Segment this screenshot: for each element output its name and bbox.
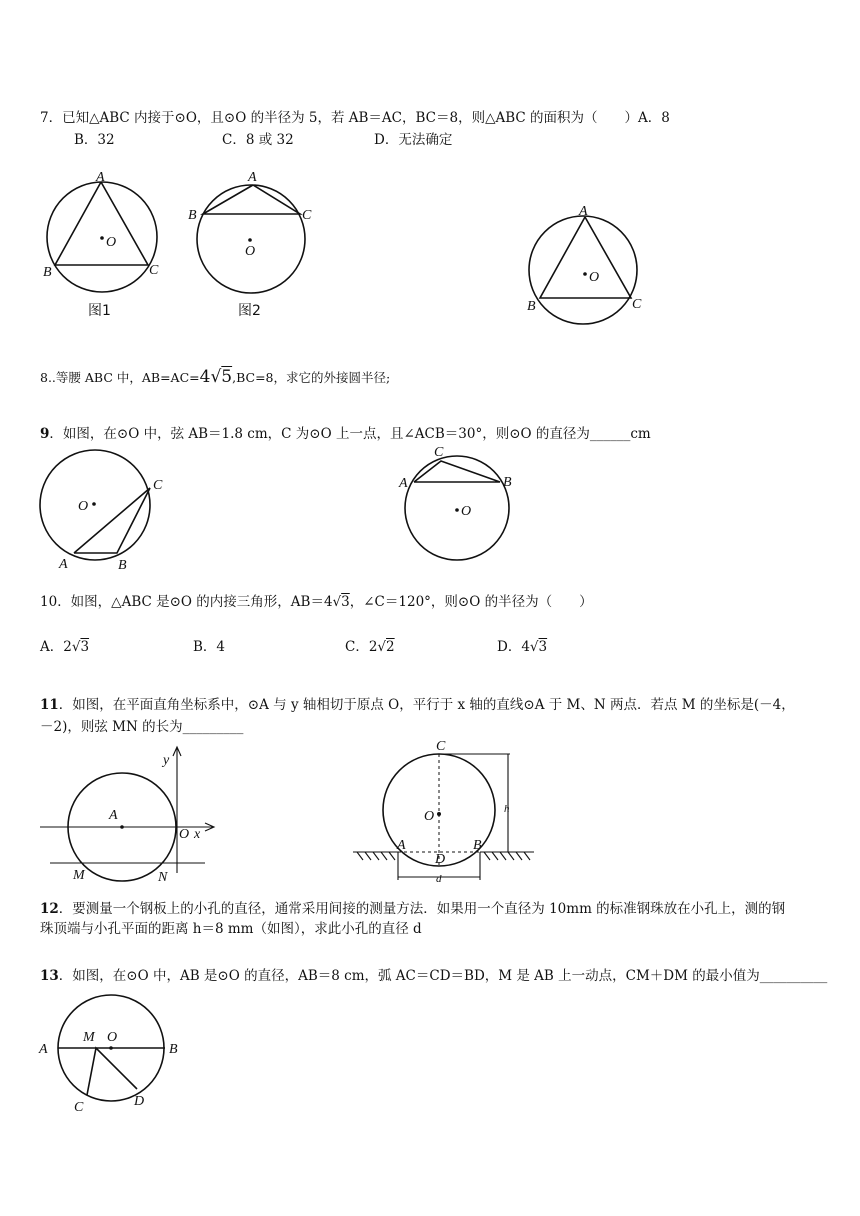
label-C: C (302, 208, 312, 223)
label-B: B (43, 265, 52, 280)
label-C: C (436, 739, 446, 754)
label-B: B (503, 475, 512, 490)
label-O: O (78, 499, 89, 514)
label-B: B (188, 208, 197, 223)
q7-figure-3 (527, 204, 642, 324)
label-A: A (39, 1042, 48, 1057)
label-O: O (245, 244, 256, 259)
q8-text: 8..等腰 ABC 中，AB=AC=4√5,BC=8，求它的外接圆半径; (40, 367, 391, 387)
q13-figure (38, 995, 178, 1115)
label-d: d (436, 873, 442, 885)
q7-option-d: D．无法确定 (374, 132, 453, 148)
label-C: C (74, 1100, 84, 1115)
label-O: O (106, 235, 117, 250)
q11-figure-coordinate (40, 747, 214, 885)
q7-stem: 7．已知△ABC 内接于⊙O，且⊙O 的半径为 5，若 AB＝AC，BC＝8，则△ABC 的面积为（ ）A．8 (40, 110, 670, 126)
q10-stem: 10．如图，△ABC 是⊙O 的内接三角形，AB＝4√3，∠C＝120°，则⊙O 的半径为（ ） (40, 594, 593, 610)
q10-option-b: B．4 (193, 639, 226, 655)
label-O: O (179, 827, 190, 842)
q7-option-c: C．8 或 32 (222, 132, 294, 148)
q7-figure-2 (188, 170, 312, 319)
label-C: C (632, 297, 642, 312)
label-A: A (109, 808, 118, 823)
label-B: B (527, 299, 536, 314)
label-B: B (473, 838, 482, 853)
label-C: C (149, 263, 159, 278)
q10-option-c: C．2√2 (345, 639, 395, 655)
label-M: M (73, 868, 85, 883)
q9-figure-2 (398, 445, 512, 560)
q13-stem: 13．如图，在⊙O 中，AB 是⊙O 的直径，AB＝8 cm，弧 AC＝CD＝BD，M 是 AB 上一动点，CM＋DM 的最小值为__________ (40, 968, 828, 984)
q10-option-d: D．4√3 (497, 639, 548, 655)
label-A: A (96, 170, 105, 185)
fig1-caption: 图1 (88, 303, 111, 319)
label-M: M (83, 1030, 95, 1045)
label-y: y (163, 753, 170, 768)
label-O: O (107, 1030, 118, 1045)
label-O: O (589, 270, 600, 285)
q7-figure-1 (43, 170, 159, 319)
fig2-caption: 图2 (238, 303, 261, 319)
q11-line1: 11．如图，在平面直角坐标系中，⊙A 与 y 轴相切于原点 O，平行于 x 轴的直线⊙A 于 M、N 两点．若点 M 的坐标是(－4， (40, 697, 795, 713)
label-h: h (504, 803, 510, 815)
label-C: C (434, 445, 444, 460)
label-A: A (397, 838, 406, 853)
q11-figure-ball (353, 739, 534, 885)
q7-option-b: B．32 (74, 132, 115, 148)
q12-line1: 12．要测量一个钢板上的小孔的直径，通常采用间接的测量方法．如果用一个直径为 10mm 的标准钢珠放在小孔上，测的钢 (40, 901, 786, 917)
q9-stem: 9．如图，在⊙O 中，弦 AB＝1.8 cm，C 为⊙O 上一点，且∠ACB＝30°，则⊙O 的直径为______cm (40, 426, 651, 442)
label-A: A (399, 476, 408, 491)
label-D: D (134, 1094, 145, 1109)
label-O: O (424, 809, 435, 824)
q10-option-a: A．2√3 (40, 639, 90, 655)
label-B: B (169, 1042, 178, 1057)
label-C: C (153, 478, 163, 493)
label-D: D (435, 852, 446, 867)
label-A: A (579, 204, 588, 219)
label-x: x (194, 827, 201, 842)
q11-line2: －2)，则弦 MN 的长为_________ (40, 719, 244, 735)
q12-line2: 珠顶端与小孔平面的距离 h＝8 mm（如图），求此小孔的直径 d (40, 921, 422, 937)
label-N: N (158, 870, 168, 885)
label-A: A (59, 557, 68, 572)
label-B: B (118, 558, 127, 573)
label-A: A (248, 170, 257, 185)
label-O: O (461, 504, 472, 519)
q9-figure-1 (40, 450, 163, 573)
